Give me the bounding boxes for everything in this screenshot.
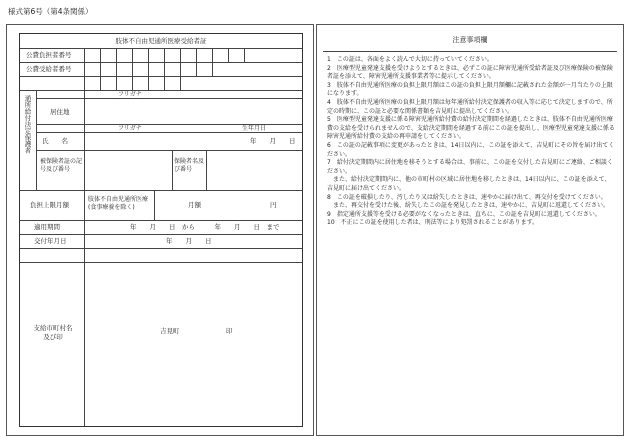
insurer-label: 保険者名及び番号 xyxy=(174,158,205,173)
note-item: 8 この証を破損したり、汚したり又は紛失したときは、速やかに届け出て、再交付を受けてください。 xyxy=(327,193,607,201)
period-value: 年 月 日 から 年 月 日 まで xyxy=(130,223,280,231)
note-item: 1 この証は、各面をよく読んで大切に持っていてください。 xyxy=(327,56,493,63)
seal-mark: 印 xyxy=(226,327,233,335)
note-item: 7 給付決定期間内に居住地を移そうとする場合は、事前に、この証を交付した吉見町にご連絡、ご相談ください。 xyxy=(327,159,613,175)
issue-date-label: 交付年月日 xyxy=(34,237,67,245)
payer-number-label: 公費負担者番号 xyxy=(26,51,72,59)
note-item: また、給付決定期間内に、他の市町村の区域に居住地を移したときは、14日以内に、この証を添えて、吉見町に届け出てください。 xyxy=(327,176,611,192)
guardian-block-label: 通所給付決定保護者 xyxy=(23,95,32,154)
notes-divider xyxy=(323,51,617,52)
form-number: 様式第6号（第4条関係） xyxy=(8,7,93,16)
note-item: 10 不正にこの証を使用した者は、刑法等により処罰されることがあります。 xyxy=(327,219,539,227)
note-item: 9 指定通所支援等を受ける必要がなくなったときは、直ちに、この証を吉見町に返還してください。 xyxy=(327,210,601,218)
birthdate-placeholder: 年 月 日 xyxy=(250,137,296,145)
municipality-name: 吉見町 xyxy=(160,327,180,335)
furigana-label: フリガナ xyxy=(118,91,142,98)
name-label: 氏 名 xyxy=(42,137,68,145)
limit-monthly-label: 月額 xyxy=(188,201,201,209)
certificate-title: 肢体不自由児通所医療受給者証 xyxy=(115,37,207,45)
issue-date-value: 年 月 日 xyxy=(166,237,212,245)
furigana-label-2: フリガナ xyxy=(118,125,142,132)
note-item: 6 この証の記載事項に変更があったときは、14日以内に、この証を添えて、吉見町にその旨を届け出てください。 xyxy=(327,141,615,158)
note-item: 2 医療型児童発達支援を受けようとするときは、必ずこの証に障害児通所受給者証及び医療保険の被保険者証を添えて、障害児通所支援事業者等に提示してください。 xyxy=(327,64,613,81)
certificate-page xyxy=(6,24,314,436)
limit-description: 肢体不自由児通所医療(食事療養を除く) xyxy=(88,196,149,211)
notes-page xyxy=(316,24,624,436)
insurance-symbol-label: 被保険者証の記号及び番号 xyxy=(40,158,83,173)
note-item: 4 肢体不自由児通所医療の負担上限月額は毎年通所給付決定保護者の収入等に応じて決定しますので、所定の時期に、この証と必要な関係書類を吉見町に提出してください。 xyxy=(327,98,613,115)
address-label: 居住地 xyxy=(50,108,70,116)
limit-yen-label: 円 xyxy=(270,201,277,209)
recipient-number-label: 公費受給者番号 xyxy=(26,65,72,73)
limit-label: 負担上限月額 xyxy=(30,201,69,209)
municipality-label: 支給市町村名及び印 xyxy=(33,324,73,341)
notes-list xyxy=(327,56,615,228)
note-item: 3 肢体不自由児通所医療の負担上限月額はこの証の負担上限月額欄に記載された金額が一月当たりの上限になります。 xyxy=(327,81,613,98)
certificate-form xyxy=(19,33,303,427)
period-label: 適用期間 xyxy=(34,223,60,231)
note-item: 5 医療型児童発達支援に係る障害児通所給付費の給付決定期間を経過したときは、肢体不自由児通所医療費の支給を受けられませんので、支給決定期間を経過する前にこの証を提出し、医療型児童発達支援に係る障害児通所給付費の支給の再申請をしてください。 xyxy=(327,116,615,141)
notes-title: 注意事項欄 xyxy=(452,36,488,44)
birthdate-label: 生年月日 xyxy=(242,125,267,132)
note-item: また、再交付を受けた後、紛失したこの証を発見したときは、速やかに、吉見町に返還してください。 xyxy=(327,202,610,210)
